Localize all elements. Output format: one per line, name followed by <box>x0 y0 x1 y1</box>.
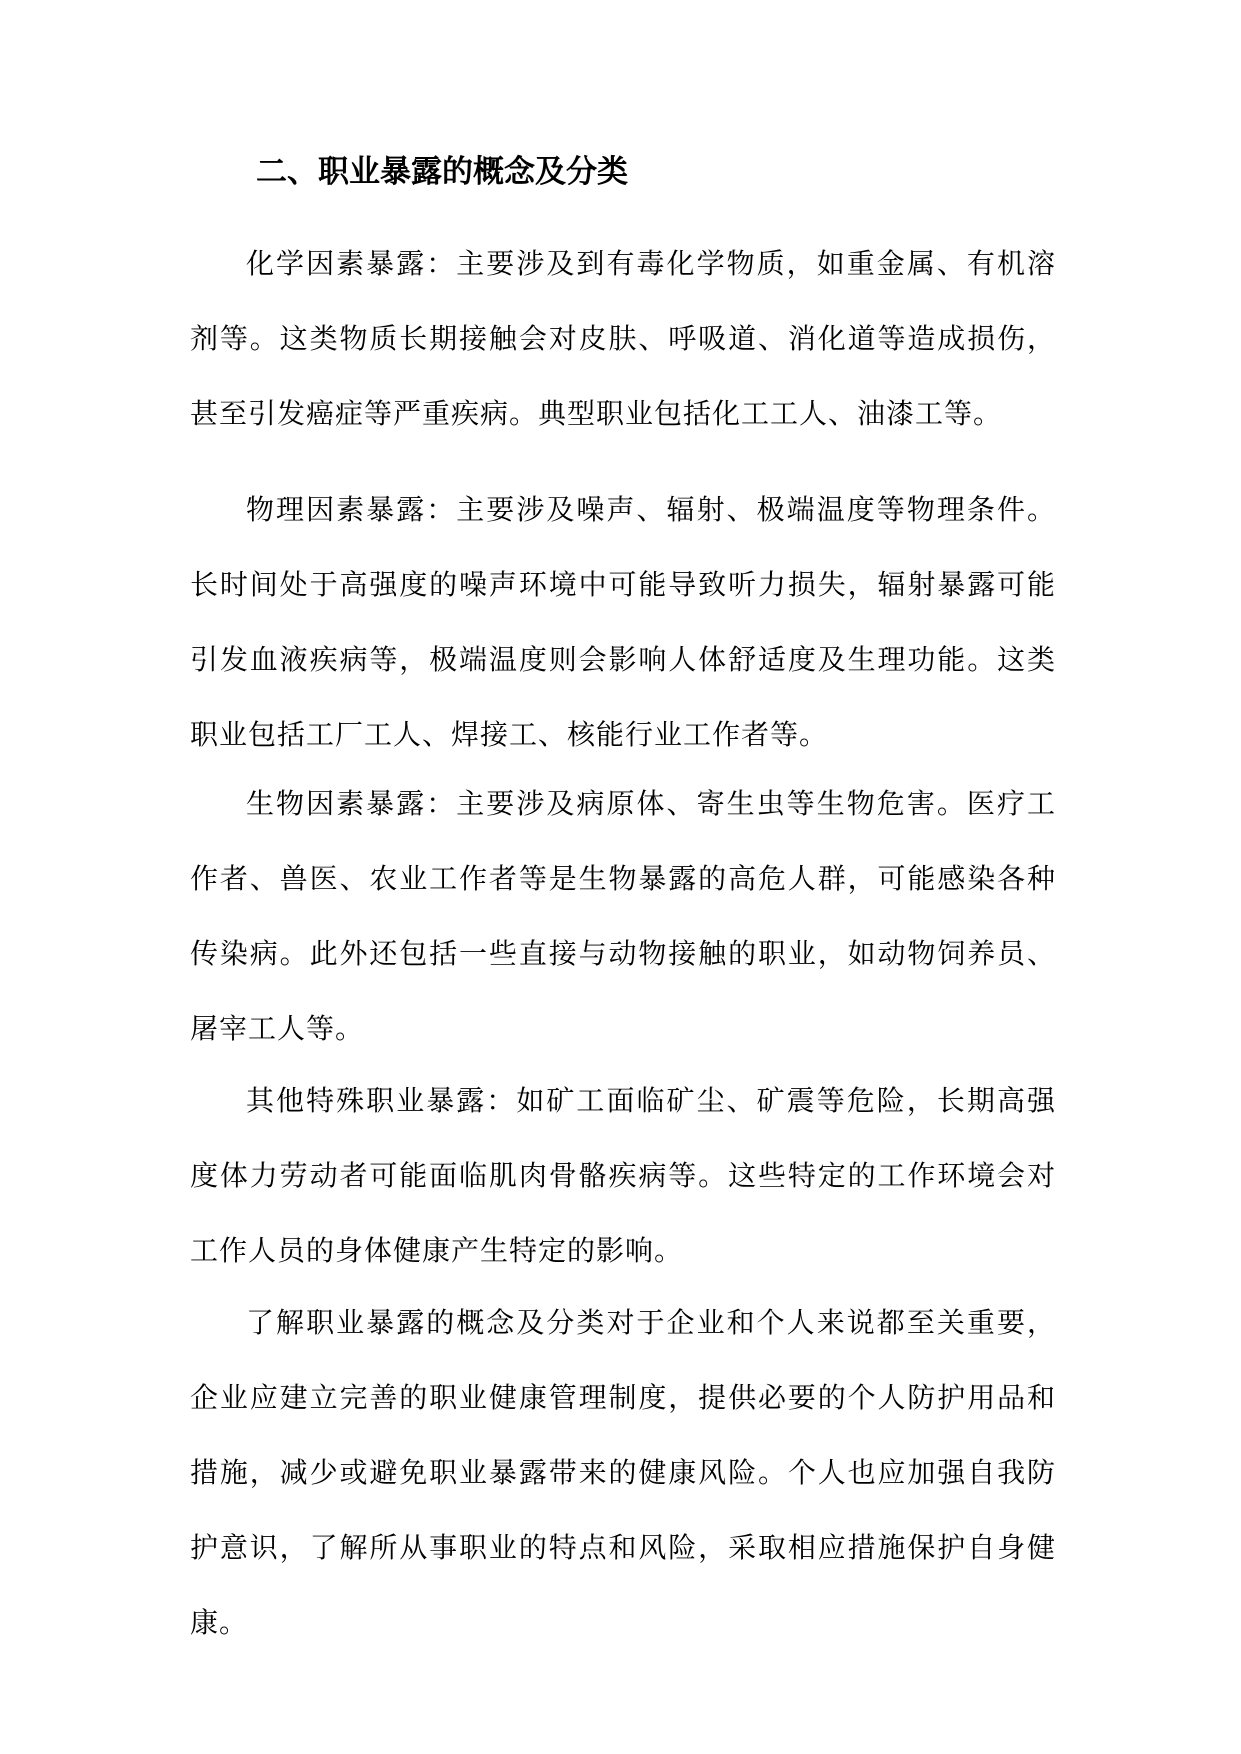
paragraph-physical-exposure: 物理因素暴露：主要涉及噪声、辐射、极端温度等物理条件。长时间处于高强度的噪声环境中可能导致听力损失，辐射暴露可能引发血液疾病等，极端温度则会影响人体舒适度及生理功能。这类职业包括工厂工人、焊接工、核能行业工作者等。 <box>190 493 1056 751</box>
paragraph-other-exposure: 其他特殊职业暴露：如矿工面临矿尘、矿震等危险，长期高强度体力劳动者可能面临肌肉骨骼疾病等。这些特定的工作环境会对工作人员的身体健康产生特定的影响。 <box>190 1084 1056 1267</box>
paragraph-chemical-exposure: 化学因素暴露：主要涉及到有毒化学物质，如重金属、有机溶剂等。这类物质长期接触会对皮肤、呼吸道、消化道等造成损伤，甚至引发癌症等严重疾病。典型职业包括化工工人、油漆工等。 <box>190 247 1056 430</box>
paragraph-biological-exposure: 生物因素暴露：主要涉及病原体、寄生虫等生物危害。医疗工作者、兽医、农业工作者等是生物暴露的高危人群，可能感染各种传染病。此外还包括一些直接与动物接触的职业，如动物饲养员、屠宰工人等。 <box>190 787 1056 1045</box>
section-title: 二、职业暴露的概念及分类 <box>256 154 628 190</box>
paragraph-conclusion: 了解职业暴露的概念及分类对于企业和个人来说都至关重要，企业应建立完善的职业健康管理制度，提供必要的个人防护用品和措施，减少或避免职业暴露带来的健康风险。个人也应加强自我防护意识，了解所从事职业的特点和风险，采取相应措施保护自身健康。 <box>190 1306 1056 1639</box>
